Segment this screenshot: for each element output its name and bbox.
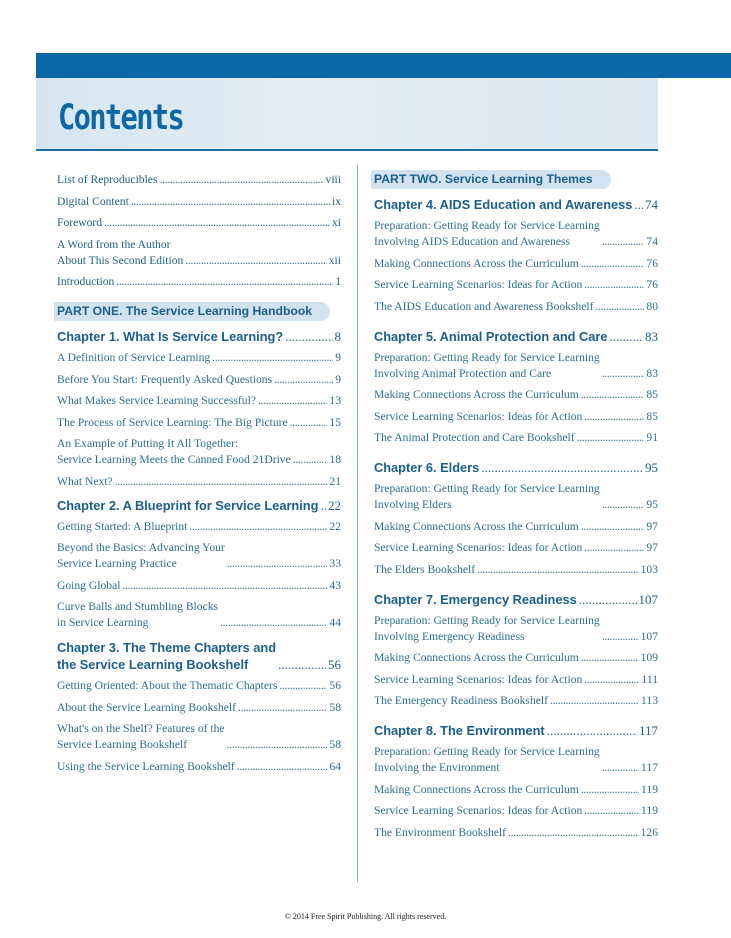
- toc-chapter-3[interactable]: Chapter 3. The Theme Chapters and the Service Learning Bookshelf . . . 56: [57, 639, 341, 673]
- page-number: 58: [329, 738, 341, 751]
- toc-entry[interactable]: Making Connections Across the Curriculum . . . 109: [374, 650, 658, 666]
- dot-leader: [293, 452, 328, 468]
- page-number: 8: [334, 329, 341, 344]
- dot-leader: [481, 460, 643, 476]
- toc-entry-foreword[interactable]: Foreword . . . xi: [57, 215, 341, 231]
- dot-leader: [258, 393, 327, 409]
- dot-leader: [581, 256, 645, 272]
- page-number: 44: [329, 616, 341, 629]
- page-number: 117: [641, 761, 658, 774]
- page-number: 76: [646, 256, 658, 270]
- toc-entry[interactable]: The Process of Service Learning: The Big Picture . . . 15: [57, 415, 341, 431]
- dot-leader: [581, 650, 639, 666]
- dot-leader: [131, 194, 330, 210]
- page-number: 83: [646, 366, 658, 380]
- dot-leader: [285, 329, 332, 345]
- page-number: 109: [640, 651, 658, 664]
- toc-entry[interactable]: The Elders Bookshelf . . . 103: [374, 562, 658, 578]
- dot-leader: [185, 253, 326, 269]
- column-divider: [357, 165, 358, 882]
- dot-leader: [609, 329, 643, 345]
- dot-leader: [581, 519, 645, 535]
- dot-leader: [159, 172, 323, 188]
- toc-entry[interactable]: Getting Started: A Blueprint . . . 22: [57, 519, 341, 535]
- page-number: 95: [645, 460, 658, 475]
- toc-entry[interactable]: Making Connections Across the Curriculum . . . 119: [374, 782, 658, 798]
- toc-chapter-5[interactable]: Chapter 5. Animal Protection and Care . . . 83: [374, 329, 658, 345]
- page-number: ix: [331, 194, 341, 208]
- toc-entry[interactable]: Making Connections Across the Curriculum . . . 97: [374, 519, 658, 535]
- dot-leader: [579, 592, 637, 608]
- page-number: viii: [325, 173, 341, 186]
- dot-leader: [581, 782, 639, 798]
- dot-leader: [290, 415, 328, 431]
- page-number: 126: [640, 825, 658, 839]
- toc-chapter-8[interactable]: Chapter 8. The Environment . . . 117: [374, 723, 658, 739]
- toc-entry[interactable]: Using the Service Learning Bookshelf . . . 64: [57, 759, 341, 775]
- toc-right-column: [374, 170, 658, 846]
- page-number: 95: [646, 498, 658, 511]
- dot-leader: [212, 350, 333, 366]
- toc-entry[interactable]: Service Learning Scenarios: Ideas for Action . . . 111: [374, 672, 658, 688]
- dot-leader: [508, 825, 639, 841]
- page-number: 1: [335, 275, 341, 288]
- dot-leader: [227, 737, 328, 753]
- page-number: 58: [329, 700, 341, 714]
- page-number: 22: [329, 519, 341, 533]
- page-number: 9: [335, 351, 341, 364]
- toc-entry[interactable]: Preparation: Getting Ready for Service Learning Involving Emergency Readiness . . . 107: [374, 613, 658, 645]
- page-number: 107: [638, 591, 658, 607]
- toc-entry[interactable]: Getting Oriented: About the Thematic Chapters . . . 56: [57, 678, 341, 694]
- page-number: 103: [640, 562, 658, 576]
- dot-leader: [278, 657, 326, 673]
- page-number: 85: [646, 388, 658, 401]
- page-number: xii: [328, 253, 341, 267]
- dot-leader: [122, 578, 327, 594]
- dot-leader: [320, 498, 326, 514]
- dot-leader: [550, 693, 639, 709]
- toc-chapter-6[interactable]: Chapter 6. Elders . . . 95: [374, 460, 658, 476]
- toc-entry[interactable]: An Example of Putting It All Together: Service Learning Meets the Canned Food 21Drive . . . 18: [57, 436, 341, 468]
- dot-leader: [547, 723, 637, 739]
- toc-chapter-1[interactable]: Chapter 1. What Is Service Learning? . . . 8: [57, 329, 341, 345]
- toc-entry[interactable]: About the Service Learning Bookshelf . . . 58: [57, 700, 341, 716]
- page-number: 15: [329, 415, 341, 429]
- page-number: 80: [646, 299, 658, 313]
- dot-leader: [238, 700, 327, 716]
- dot-leader: [189, 519, 327, 535]
- dot-leader: [584, 803, 639, 819]
- toc-entry[interactable]: The AIDS Education and Awareness Bookshelf . . . 80: [374, 299, 658, 315]
- part-one-heading: PART ONE. The Service Learning Handbook: [54, 302, 330, 321]
- page-number: 97: [646, 541, 658, 554]
- dot-leader: [602, 234, 645, 250]
- toc-chapter-7[interactable]: Chapter 7. Emergency Readiness . . . 107: [374, 592, 658, 608]
- page-number: 56: [328, 657, 341, 672]
- page-number: 91: [646, 431, 658, 444]
- toc-entry[interactable]: What's on the Shelf? Features of the Service Learning Bookshelf . . . 58: [57, 721, 341, 753]
- page-number: 56: [329, 679, 341, 692]
- toc-entry[interactable]: A Definition of Service Learning . . . 9: [57, 350, 341, 366]
- page-number: 85: [646, 409, 658, 423]
- toc-chapter-4[interactable]: Chapter 4. AIDS Education and Awareness . . . 74: [374, 197, 658, 213]
- toc-entry[interactable]: Going Global . . . 43: [57, 578, 341, 594]
- page-number: 13: [329, 394, 341, 407]
- dot-leader: [577, 430, 645, 446]
- page-number: 111: [641, 672, 658, 686]
- page-number: 18: [329, 453, 341, 466]
- dot-leader: [477, 562, 639, 578]
- dot-leader: [584, 277, 644, 293]
- toc-chapter-2[interactable]: Chapter 2. A Blueprint for Service Learning . . . 22: [57, 498, 341, 514]
- dot-leader: [602, 366, 645, 382]
- dot-leader: [227, 556, 328, 572]
- dot-leader: [602, 760, 639, 776]
- toc-entry-digital-content[interactable]: Digital Content . . . ix: [57, 194, 341, 210]
- toc-entry-word-from-author[interactable]: A Word from the Author About This Second Edition . . . xii: [57, 237, 341, 269]
- copyright-footer: © 2014 Free Spirit Publishing. All rights reserved.: [284, 912, 447, 921]
- dot-leader: [634, 197, 643, 213]
- page-number: 107: [640, 629, 658, 643]
- page-number: 43: [329, 578, 341, 592]
- dot-leader: [584, 540, 644, 556]
- dot-leader: [274, 372, 333, 388]
- toc-entry-introduction[interactable]: Introduction . . . 1: [57, 274, 341, 290]
- toc-entry[interactable]: Making Connections Across the Curriculum . . . 85: [374, 387, 658, 403]
- page-number: 22: [328, 497, 341, 513]
- dot-leader: [584, 409, 644, 425]
- part-two-heading: PART TWO. Service Learning Themes: [371, 170, 611, 189]
- page-number: 76: [646, 278, 658, 291]
- title-rule: [36, 149, 658, 151]
- toc-entry[interactable]: Service Learning Scenarios: Ideas for Action . . . 119: [374, 803, 658, 819]
- toc-entry[interactable]: Service Learning Scenarios: Ideas for Action . . . 76: [374, 277, 658, 293]
- toc-entry-list-of-reproducibles[interactable]: List of Reproducibles . . . viii: [57, 172, 341, 188]
- toc-entry[interactable]: What Next? . . . 21: [57, 474, 341, 490]
- dot-leader: [116, 274, 333, 290]
- page-number: 119: [641, 782, 658, 796]
- page-number: xi: [331, 216, 341, 229]
- dot-leader: [602, 497, 645, 513]
- page-number: 74: [645, 197, 658, 212]
- toc-entry[interactable]: Preparation: Getting Ready for Service Learning Involving Animal Protection and Care . . . 83: [374, 350, 658, 382]
- toc-left-column: [57, 172, 341, 780]
- dot-leader: [115, 474, 328, 490]
- header-bar: [36, 53, 731, 78]
- dot-leader: [279, 678, 327, 694]
- dot-leader: [584, 672, 639, 688]
- toc-entry[interactable]: Before You Start: Frequently Asked Questions . . . 9: [57, 372, 341, 388]
- toc-entry[interactable]: Service Learning Scenarios: Ideas for Action . . . 97: [374, 540, 658, 556]
- page-number: 117: [638, 723, 658, 738]
- toc-entry[interactable]: Service Learning Scenarios: Ideas for Action . . . 85: [374, 409, 658, 425]
- dot-leader: [596, 299, 645, 315]
- page-number: 119: [641, 804, 658, 817]
- page-number: 97: [646, 519, 658, 533]
- page-title: Contents: [58, 98, 184, 138]
- dot-leader: [220, 615, 327, 631]
- toc-entry[interactable]: The Emergency Readiness Bookshelf . . . 113: [374, 693, 658, 709]
- toc-entry[interactable]: Curve Balls and Stumbling Blocks in Service Learning . . . 44: [57, 599, 341, 631]
- page-number: 21: [329, 474, 341, 488]
- toc-entry[interactable]: What Makes Service Learning Successful? . . . 13: [57, 393, 341, 409]
- dot-leader: [581, 387, 645, 403]
- toc-entry[interactable]: Preparation: Getting Ready for Service Learning Involving Elders . . . 95: [374, 481, 658, 513]
- dot-leader: [237, 759, 328, 775]
- toc-entry[interactable]: Preparation: Getting Ready for Service Learning Involving AIDS Education and Awareness . . . 74: [374, 218, 658, 250]
- toc-entry[interactable]: Making Connections Across the Curriculum . . . 76: [374, 256, 658, 272]
- toc-entry[interactable]: The Animal Protection and Care Bookshelf . . . 91: [374, 430, 658, 446]
- toc-entry[interactable]: Preparation: Getting Ready for Service Learning Involving the Environment . . . 117: [374, 744, 658, 776]
- page-number: 33: [329, 557, 341, 570]
- toc-entry[interactable]: The Environment Bookshelf . . . 126: [374, 825, 658, 841]
- page-number: 9: [335, 372, 341, 386]
- page-number: 113: [641, 694, 658, 707]
- dot-leader: [104, 215, 330, 231]
- toc-entry[interactable]: Beyond the Basics: Advancing Your Service Learning Practice . . . 33: [57, 540, 341, 572]
- page-number: 64: [329, 759, 341, 773]
- page-number: 83: [645, 328, 658, 344]
- page-number: 74: [646, 235, 658, 248]
- dot-leader: [602, 629, 639, 645]
